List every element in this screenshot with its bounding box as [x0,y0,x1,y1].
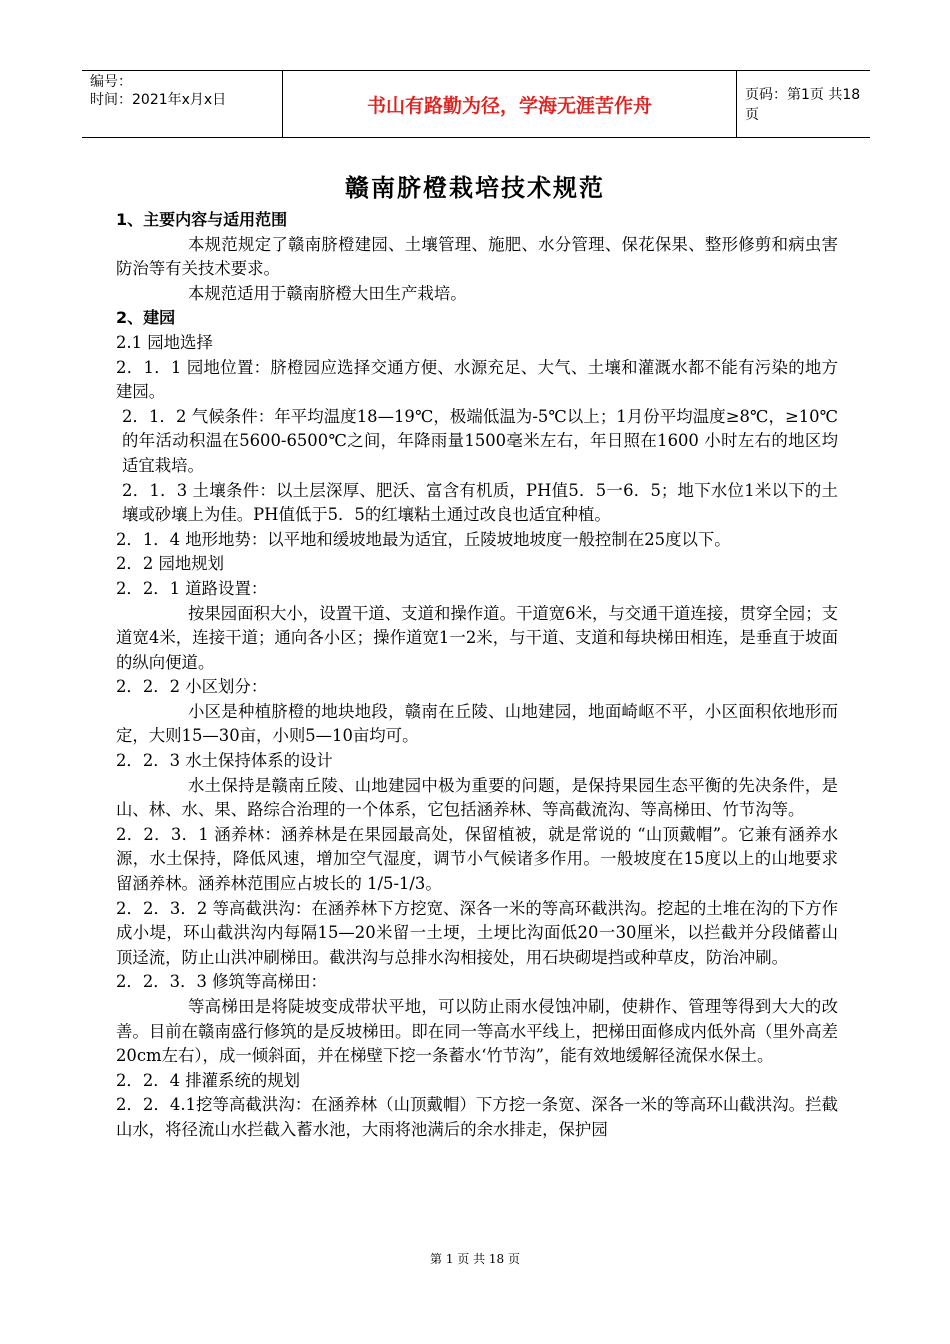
paragraph: 2．1．1 园地位置：脐橙园应选择交通方便、水源充足、大气、土壤和灌溉水都不能有污染的地方建园。 [116,357,838,402]
paragraph: 2．1．2 气候条件：年平均温度18—19℃，极端低温为-5℃以上；1月份平均温度≥8℃，≥10℃的年活动积温在5600-6500℃之间，年降雨量1500毫米左右，年日照在1600 小时左右的地区均适宜栽培。 [122,406,838,475]
page-header [82,70,870,138]
subsection-heading: 2．2．2 小区划分： [116,677,268,697]
number-label: 编号： [90,74,132,90]
page-info: 页码：第1页 共18页 [745,87,861,123]
paragraph: 本规范适用于赣南脐橙大田生产栽培。 [188,283,467,303]
paragraph: 本规范规定了赣南脐橙建园、土壤管理、施肥、水分管理、保花保果、整形修剪和病虫害防治等有关技术要求。 [116,234,838,279]
paragraph: 2．2．3．2 等高截洪沟：在涵养林下方挖宽、深各一米的等高环截洪沟。挖起的土堆在沟的下方作成小堤，环山截洪沟内每隔15—20米留一土埂，土埂比沟面低20一30厘米，以拦截并分段储蓄山顶迳流，防止山洪冲刷梯田。截洪沟与总排水沟相接处，用石块砌堤挡或种草皮，防治冲刷。 [116,898,838,967]
paragraph: 水土保持是赣南丘陵、山地建园中极为重要的问题，是保持果园生态平衡的先决条件，是山、林、水、果、路综合治理的一个体系，它包括涵养林、等高截流沟、等高梯田、竹节沟等。 [116,775,838,820]
paragraph: 小区是种植脐橙的地块地段，赣南在丘陵、山地建园，地面崎岖不平，小区面积依地形而定，大则15—30亩，小则5—10亩均可。 [116,701,838,746]
page-info-cell [735,71,870,137]
header-left-cell [82,71,282,137]
paragraph: 等高梯田是将陡坡变成带状平地，可以防止雨水侵蚀冲刷，使耕作、管理等得到大大的改善。目前在赣南盛行修筑的是反坡梯田。即在同一等高水平线上，把梯田面修成内低外高（里外高差20cm左右），成一倾斜面，并在梯壁下挖一条蓄水‘竹节沟”，能有效地缓解径流保水保土。 [116,997,838,1066]
time-label: 时间：2021年x月x日 [90,92,227,108]
document-body [116,208,838,1143]
document-title: 赣南脐橙栽培技术规范 [345,174,605,202]
paragraph: 按果园面积大小，设置干道、支道和操作道。干道宽6米，与交通干道连接，贯穿全园；支道宽4米，连接干道；通向各小区；操作道宽1一2米，与干道、支道和每块梯田相连，是垂直于坡面的纵向便道。 [116,603,838,672]
subsection-heading: 2．2 园地规划 [116,554,225,574]
section-heading: 1、主要内容与适用范围 [116,210,288,229]
paragraph: 2．1．4 地形地势：以平地和缓坡地最为适宜，丘陵坡地坡度一般控制在25度以下。 [116,529,731,549]
section-heading: 2、建园 [116,308,176,328]
subsection-heading: 2.1 园地选择 [116,332,213,352]
subsection-heading: 2．2．4 排灌系统的规划 [116,1070,301,1090]
subsection-heading: 2．2．3 水土保持体系的设计 [116,751,333,771]
subsection-heading: 2．2．1 道路设置： [116,578,268,598]
subsection-heading: 2．2．3．3 修筑等高梯田： [116,972,327,992]
paragraph: 2．2．3．1 涵养林：涵养林是在果园最高处，保留植被，就是常说的 “山顶戴帽”。它兼有涵养水源，水土保持，降低风速，增加空气湿度，调节小气候诸多作用。一般坡度在15度以上的山地要求留涵养林。涵养林范围应占坡长的 1/5-1/3。 [116,824,838,894]
motto: 书山有路勤为径，学海无涯苦作舟 [366,94,652,117]
motto-cell [282,71,737,137]
paragraph: 2．1．3 土壤条件：以土层深厚、肥沃、富含有机质，PH值5．5一6．5；地下水位1米以下的土壤或砂壤上为佳。PH值低于5．5的红壤粘土通过改良也适宜种植。 [122,480,838,525]
paragraph: 2．2．4.1挖等高截洪沟：在涵养林（山顶戴帽）下方挖一条宽、深各一米的等高环山截洪沟。拦截山水，将径流山水拦截入蓄水池，大雨将池满后的余水排走，保护园 [116,1095,838,1139]
page-footer: 第 1 页 共 18 页 [430,1252,520,1266]
